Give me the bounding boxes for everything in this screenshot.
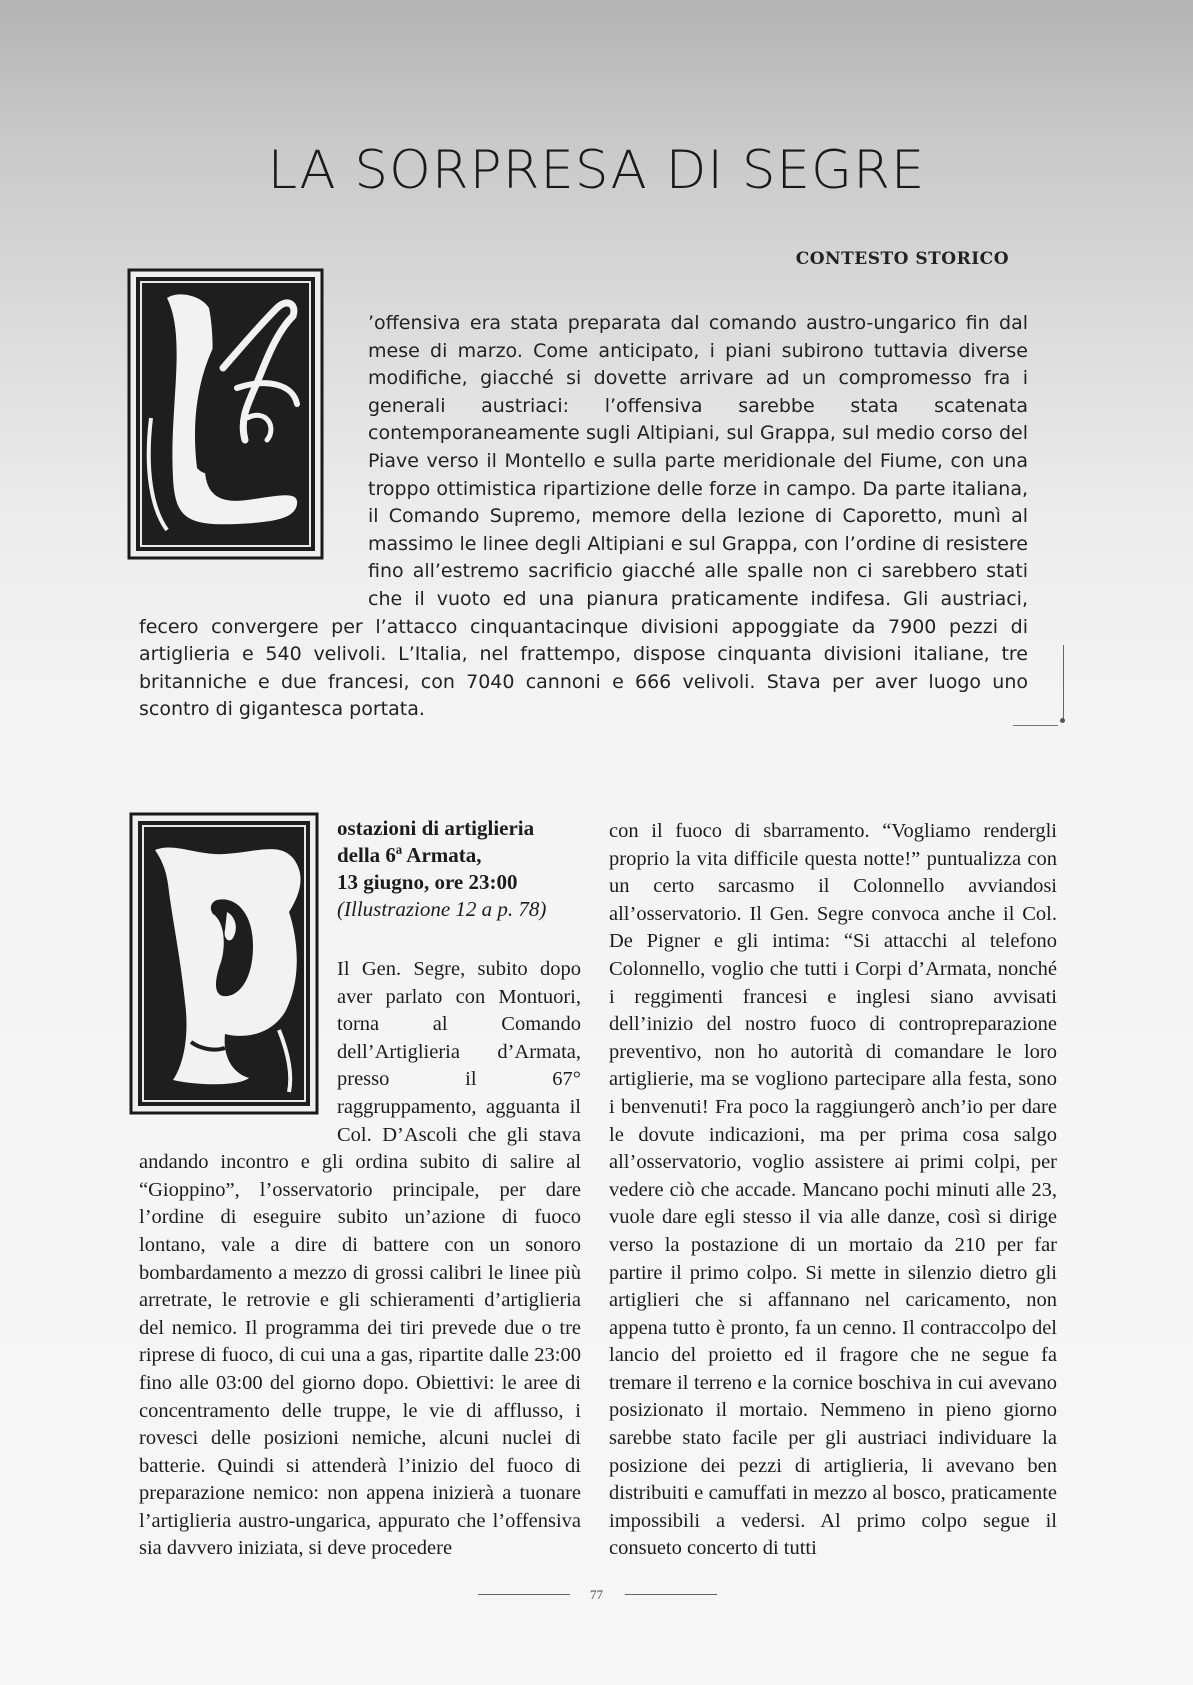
margin-rule-horizontal [1013,725,1058,726]
dropcap-spacer-2 [139,956,337,1146]
margin-rule-vertical [1063,645,1064,720]
heading-line-3: 13 giugno, ore 23:00 [337,870,518,894]
section-heading [337,815,587,923]
heading-line-1: ostazioni di artiglieria [337,816,535,840]
left-column-body: Il Gen. Segre, subito dopo aver parlato con Montuori, torna al Comando dell’Artiglieria d’Armata, presso il 67° raggruppamento, agguanta il Col. D’Ascoli che gli stava andando incontro e gli ordina subito di salire al “Gioppino”, l’osservatorio principale, per dare l’ordine di eseguire subito un’azione di fuoco lontano, vale a dire di battere con un sonoro bombardamento a mezzo di grossi calibri le linee più arretrate, le retrovie e gli schieramenti d’artiglieria del nemico. Il programma dei tiri prevede due o tre riprese di fuoco, di cui una a gas, ripartite dalle 23:00 fino alle 03:00 del giorno dopo. Obiettivi: le aree di concentramento delle truppe, le vie di afflusso, i rovesci delle posizioni nemiche, alcuni nuclei di batterie. Quindi si attenderà l’inizio del fuoco di preparazione nemico: non appena inizierà a tuonare l’artiglieria austro-ungarica, appurato che l’offensiva sia davvero iniziata, si deve procedere [139,958,581,1560]
section-label: CONTESTO STORICO [795,249,1009,269]
illustration-reference: (Illustrazione 12 a p. 78) [337,897,547,921]
intro-paragraph [139,310,1028,724]
right-column-text: con il fuoco di sbarramento. “Vogliamo rendergli proprio la vita difficile questa notte!” puntualizza con un certo sarcasmo il Colonnello avviandosi all’osservatorio. Il Gen. Segre convoca anche il Col. De Pigner e gli intima: “Si attacchi al telefono Colonnello, voglio che tutti i Corpi d’Armata, nonché i reggimenti francesi e inglesi siano avvisati dell’inizio del nostro fuoco di contropreparazione preventivo, non ho autorità di comandare le loro artiglierie, ma se vogliono partecipare alla festa, sono i benvenuti! Fra poco la raggiungerò anch’io per dare le dovute indicazioni, ma per prima cosa salgo all’osservatorio, voglio assistere ai primi colpi, per vedere ciò che accade. Mancano pochi minuti alle 23, vuole dare egli stesso il via alle danze, così si dirige verso la postazione di un mortaio da 210 per far partire il primo colpo. Si mette in silenzio dietro gli artiglieri che si affannano nel caricamento, non appena tutto è pronto, fa un cenno. Il contraccolpo del lancio del proietto ed il fragore che ne segue fa tremare il terreno e la cornice boschiva in cui avevano posizionato il mortaio. Nemmeno in pieno giorno sarebbe stato facile per gli austriaci individuare la posizione dei pezzi di artiglieria, li avevano ben distribuiti e camuffati in mezzo al bosco, praticamente impossibili a vedersi. Al primo colpo segue il consueto concerto di tutti [609,820,1057,1560]
page-title: LA SORPRESA DI SEGRE [267,140,926,201]
footer-rule-right [625,1594,717,1595]
page-number: 77 [590,1587,603,1602]
margin-ornament-dot [1060,718,1065,723]
left-column-text [139,956,581,1563]
intro-text: ’offensiva era stata preparata dal comando austro-ungarico fin dal mese di marzo. Come anticipato, i piani subirono tuttavia diverse modifiche, giacché si dovette arrivare ad un compromesso fra i generali austriaci: l’offensiva sarebbe stata scatenata contemporaneamente sugli Altipiani, sul Grappa, sul medio corso del Piave verso il Montello e sulla parte meridionale del Fiume, con una troppo ottimistica ripartizione delle forze in campo. Da parte italiana, il Comando Supremo, memore della lezione di Caporetto, munì al massimo le linee degli Altipiani e sul Grappa, con l’ordine di resistere fino all’estremo sacrificio giacché alle spalle non ci sarebbero stati che il vuoto ed una pianura praticamente indifesa. Gli austriaci, fecero convergere per l’attacco cinquantacinque divisioni appoggiate da 7900 pezzi di artiglieria e 540 velivoli. L’Italia, nel frattempo, dispose cinquanta divisioni italiane, tre britanniche e due francesi, con 7040 cannoni e 666 velivoli. Stava per aver luogo uno scontro di gigantesca portata. [139,312,1028,721]
dropcap-spacer [139,310,368,595]
heading-line-2: della 6ª Armata, [337,843,482,867]
